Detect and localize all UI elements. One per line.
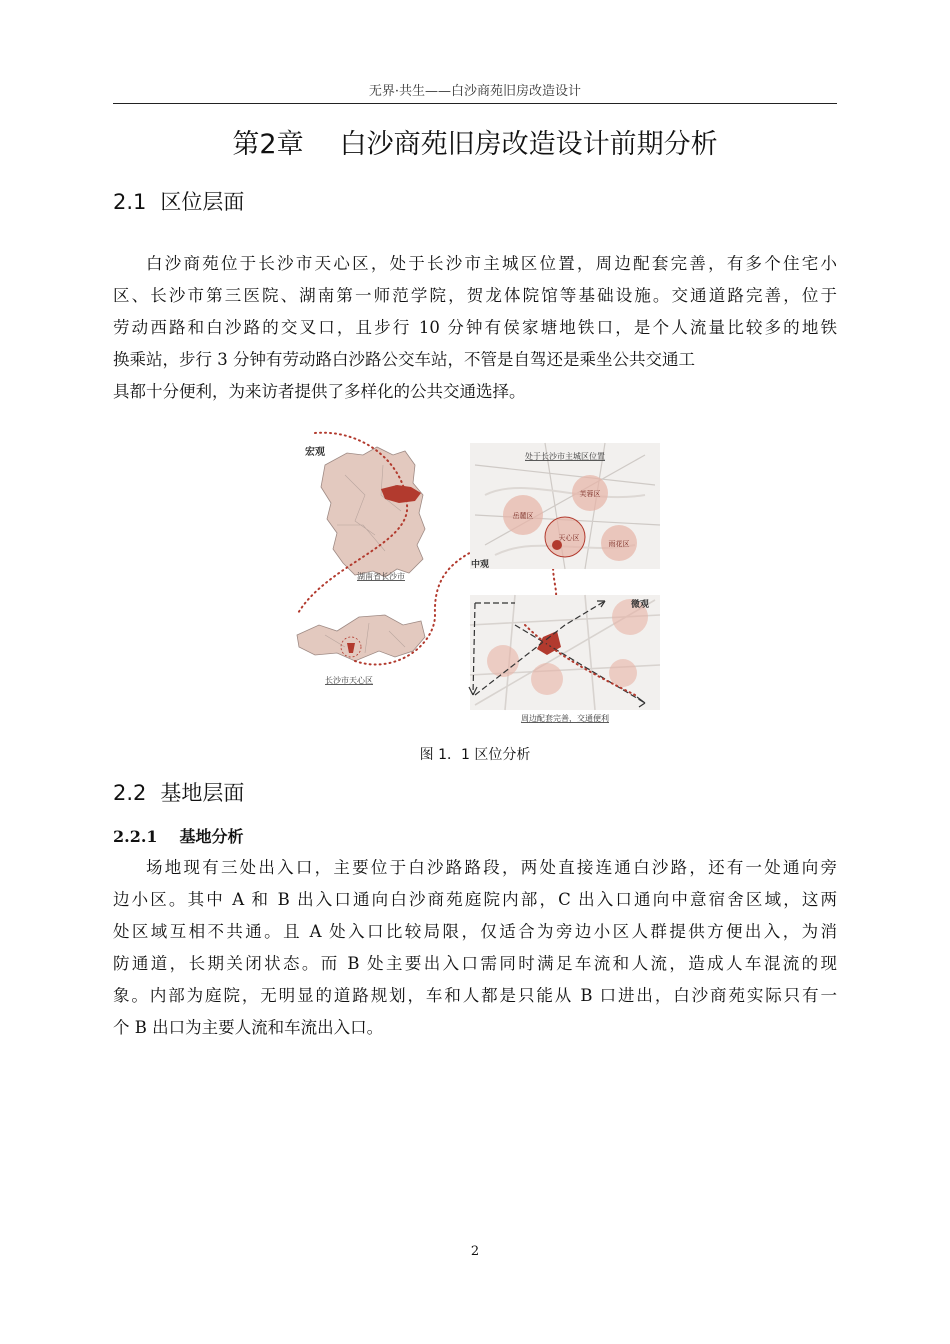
text-line: 象。内部为庭院，无明显的道路规划，车和人都是只能从 B 口进出，白沙商苑实际只有一 (113, 986, 837, 1005)
site-surroundings-map (469, 595, 660, 710)
middle-label: 中观 (471, 560, 490, 570)
micro-label: 微观 (631, 600, 650, 610)
text-line: 区、长沙市第三医院、湖南第一师范学院，贺龙体院馆等基础设施。交通道路完善，位于 (113, 286, 837, 305)
header-rule (113, 103, 837, 104)
running-header: 无界·共生——白沙商苑旧房改造设计 (368, 84, 582, 99)
section-number: 2.1 (113, 190, 147, 214)
subsection-title: 基地分析 (179, 827, 244, 846)
text-line: 个 B 出口为主要人流和车流出入口。 (113, 1018, 384, 1037)
text-line: 处区域互相不共通。且 A 处入口比较局限，仅适合为旁边小区人群提供方便出入，为消 (113, 922, 837, 941)
chapter-number: 第2章 (232, 129, 304, 160)
text-line: 劳动西路和白沙路的交叉口，且步行 10 分钟有侯家塘地铁口，是个人流量比较多的地铁 (113, 318, 837, 337)
district-name-furong: 芙蓉区 (579, 490, 601, 498)
figure-caption: 图 1．1 区位分析 (419, 747, 531, 763)
district-name-yuhua: 雨花区 (608, 540, 630, 548)
section-title: 区位层面 (160, 190, 245, 214)
tianxin-district-map (297, 615, 425, 661)
page-number: 2 (470, 1244, 480, 1259)
text-line: 白沙商苑位于长沙市天心区，处于长沙市主城区位置，周边配套完善，有多个住宅小 (146, 254, 837, 273)
text-line: 具都十分便利，为来访者提供了多样化的公共交通选择。 (113, 382, 526, 401)
subsection-number: 2.2.1 (113, 827, 158, 846)
province-label: 湖南省长沙市 (357, 572, 405, 581)
section-number: 2.2 (113, 781, 147, 805)
site-caption-label: 周边配套完善，交通便利 (521, 714, 609, 723)
section-2-1-paragraph (113, 248, 837, 408)
subsection-heading-2-2-1 (113, 824, 244, 847)
text-line: 换乘站，步行 3 分钟有劳动路白沙路公交车站，不管是自驾还是乘坐公共交通工 (113, 350, 695, 369)
city-title-label: 处于长沙市主城区位置 (525, 452, 605, 461)
text-line: 防通道，长期关闭状态。而 B 处主要出入口需同时满足车流和人流，造成人车混流的现 (113, 954, 837, 973)
district-label: 长沙市天心区 (325, 676, 373, 685)
text-line: 场地现有三处出入口，主要位于白沙路路段，两处直接连通白沙路，还有一处通向旁 (146, 858, 837, 877)
section-heading-2-1 (113, 186, 244, 216)
chapter-heading (113, 122, 837, 161)
section-title: 基地层面 (160, 781, 245, 805)
hunan-province-map (321, 447, 425, 577)
location-analysis-figure (285, 425, 670, 725)
district-name-yuelu: 岳麓区 (512, 512, 534, 520)
text-line: 边小区。其中 A 和 B 出入口通向白沙商苑庭院内部，C 出入口通向中意宿舍区域，这两 (113, 890, 837, 909)
section-2-2-1-paragraph (113, 852, 837, 1044)
section-heading-2-2 (113, 777, 244, 807)
district-name-tianxin: 天心区 (558, 534, 580, 542)
chapter-title: 白沙商苑旧房改造设计前期分析 (339, 129, 718, 160)
macro-label: 宏观 (305, 447, 325, 458)
city-district-map (470, 443, 660, 569)
